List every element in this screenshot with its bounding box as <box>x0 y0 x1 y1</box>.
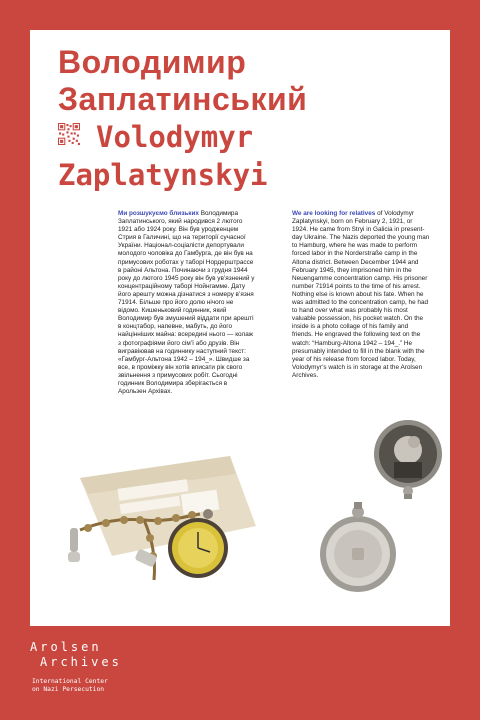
poster-panel <box>30 30 450 626</box>
title-english <box>58 118 268 194</box>
title-ukrainian-line1: Володимир <box>58 44 247 80</box>
qr-code-icon <box>58 123 80 145</box>
logo-sub1: International Center <box>32 678 108 685</box>
title-english-line2: Zaplatynskyi <box>58 158 268 192</box>
paragraph-ukrainian: Володимира Заплатинського, який народився 2 лютого 1921 або 1924 року. Він був уродженцем Стрия в Галичині, що на території сучасної України. Націонал-соціалісти депортували молодого чоловіка до Гамбурга, де він був на примусових роботах у таборі Нордерштрассе в районі Альтона. Починаючи з грудня 1944 року до лютого 1945 року він був ув’язнений у концентраційному таборі Нойнгамме. Дату його арешту можна дізнатися з номеру в’язня 71914. Більше про його долю нічого не відомо. Кишеньковий годинник, який Володимир був змушений віддати при арешті в концтабор, напевне, мабуть, до його найцінніших майна: всередині нього — колаж з фотографіями його сім’ї або друзів. Він вигравіював на годиннику наступний текст: «Гамбург-Альтона 1942 – 194_». Швидше за все, в проміжку він хотів вписати рік свого звільнення з примусових робіт. Сьогодні годинник Володимира зберігається в Арользен Архівах. <box>118 210 255 396</box>
title-english-line1: Volodymyr <box>96 120 254 154</box>
pocket-watch-photo <box>298 402 448 612</box>
lead-english: We are looking for relatives <box>292 210 376 217</box>
logo-line2: Archives <box>40 655 122 669</box>
body-text-ukrainian <box>118 210 256 396</box>
title-ukrainian-line2: Заплатинський <box>58 81 308 117</box>
paragraph-english: of Volodymyr Zaplatynskyi, born on February 2, 1921, or 1924. He came from Stryi in Galicia in present-day Ukraine. The Nazis deported the young man to Hamburg, where he was made to perform forced labor in the Norderstraße camp in the Altona district. Between December 1944 and February 1945, they imprisoned him in the Neuengamme concentration camp. His prisoner number 71914 points to the time of his arrest. Nothing else is known about his fate. When he was admitted to the concentration camp, he had to hand over what was probably his most valuable possession, his pocket watch. On the inside is a photo collage of his family and friends. He engraved the following text on the watch: “Hamburg-Altona 1942 – 194_.” He presumably intended to fill in the blank with the year of his release from forced labor. Today, Volodymyr’s watch is in storage at the Arolsen Archives. <box>292 210 430 379</box>
body-text-english <box>292 210 430 380</box>
logo-line1: Arolsen <box>30 640 102 654</box>
logo-sub2: on Nazi Persecution <box>32 686 105 693</box>
title-ukrainian <box>58 44 307 118</box>
envelope-watch-photo <box>60 448 260 608</box>
lead-ukrainian: Ми розшукуємо близьких <box>118 210 199 217</box>
arolsen-archives-logo <box>30 640 122 694</box>
